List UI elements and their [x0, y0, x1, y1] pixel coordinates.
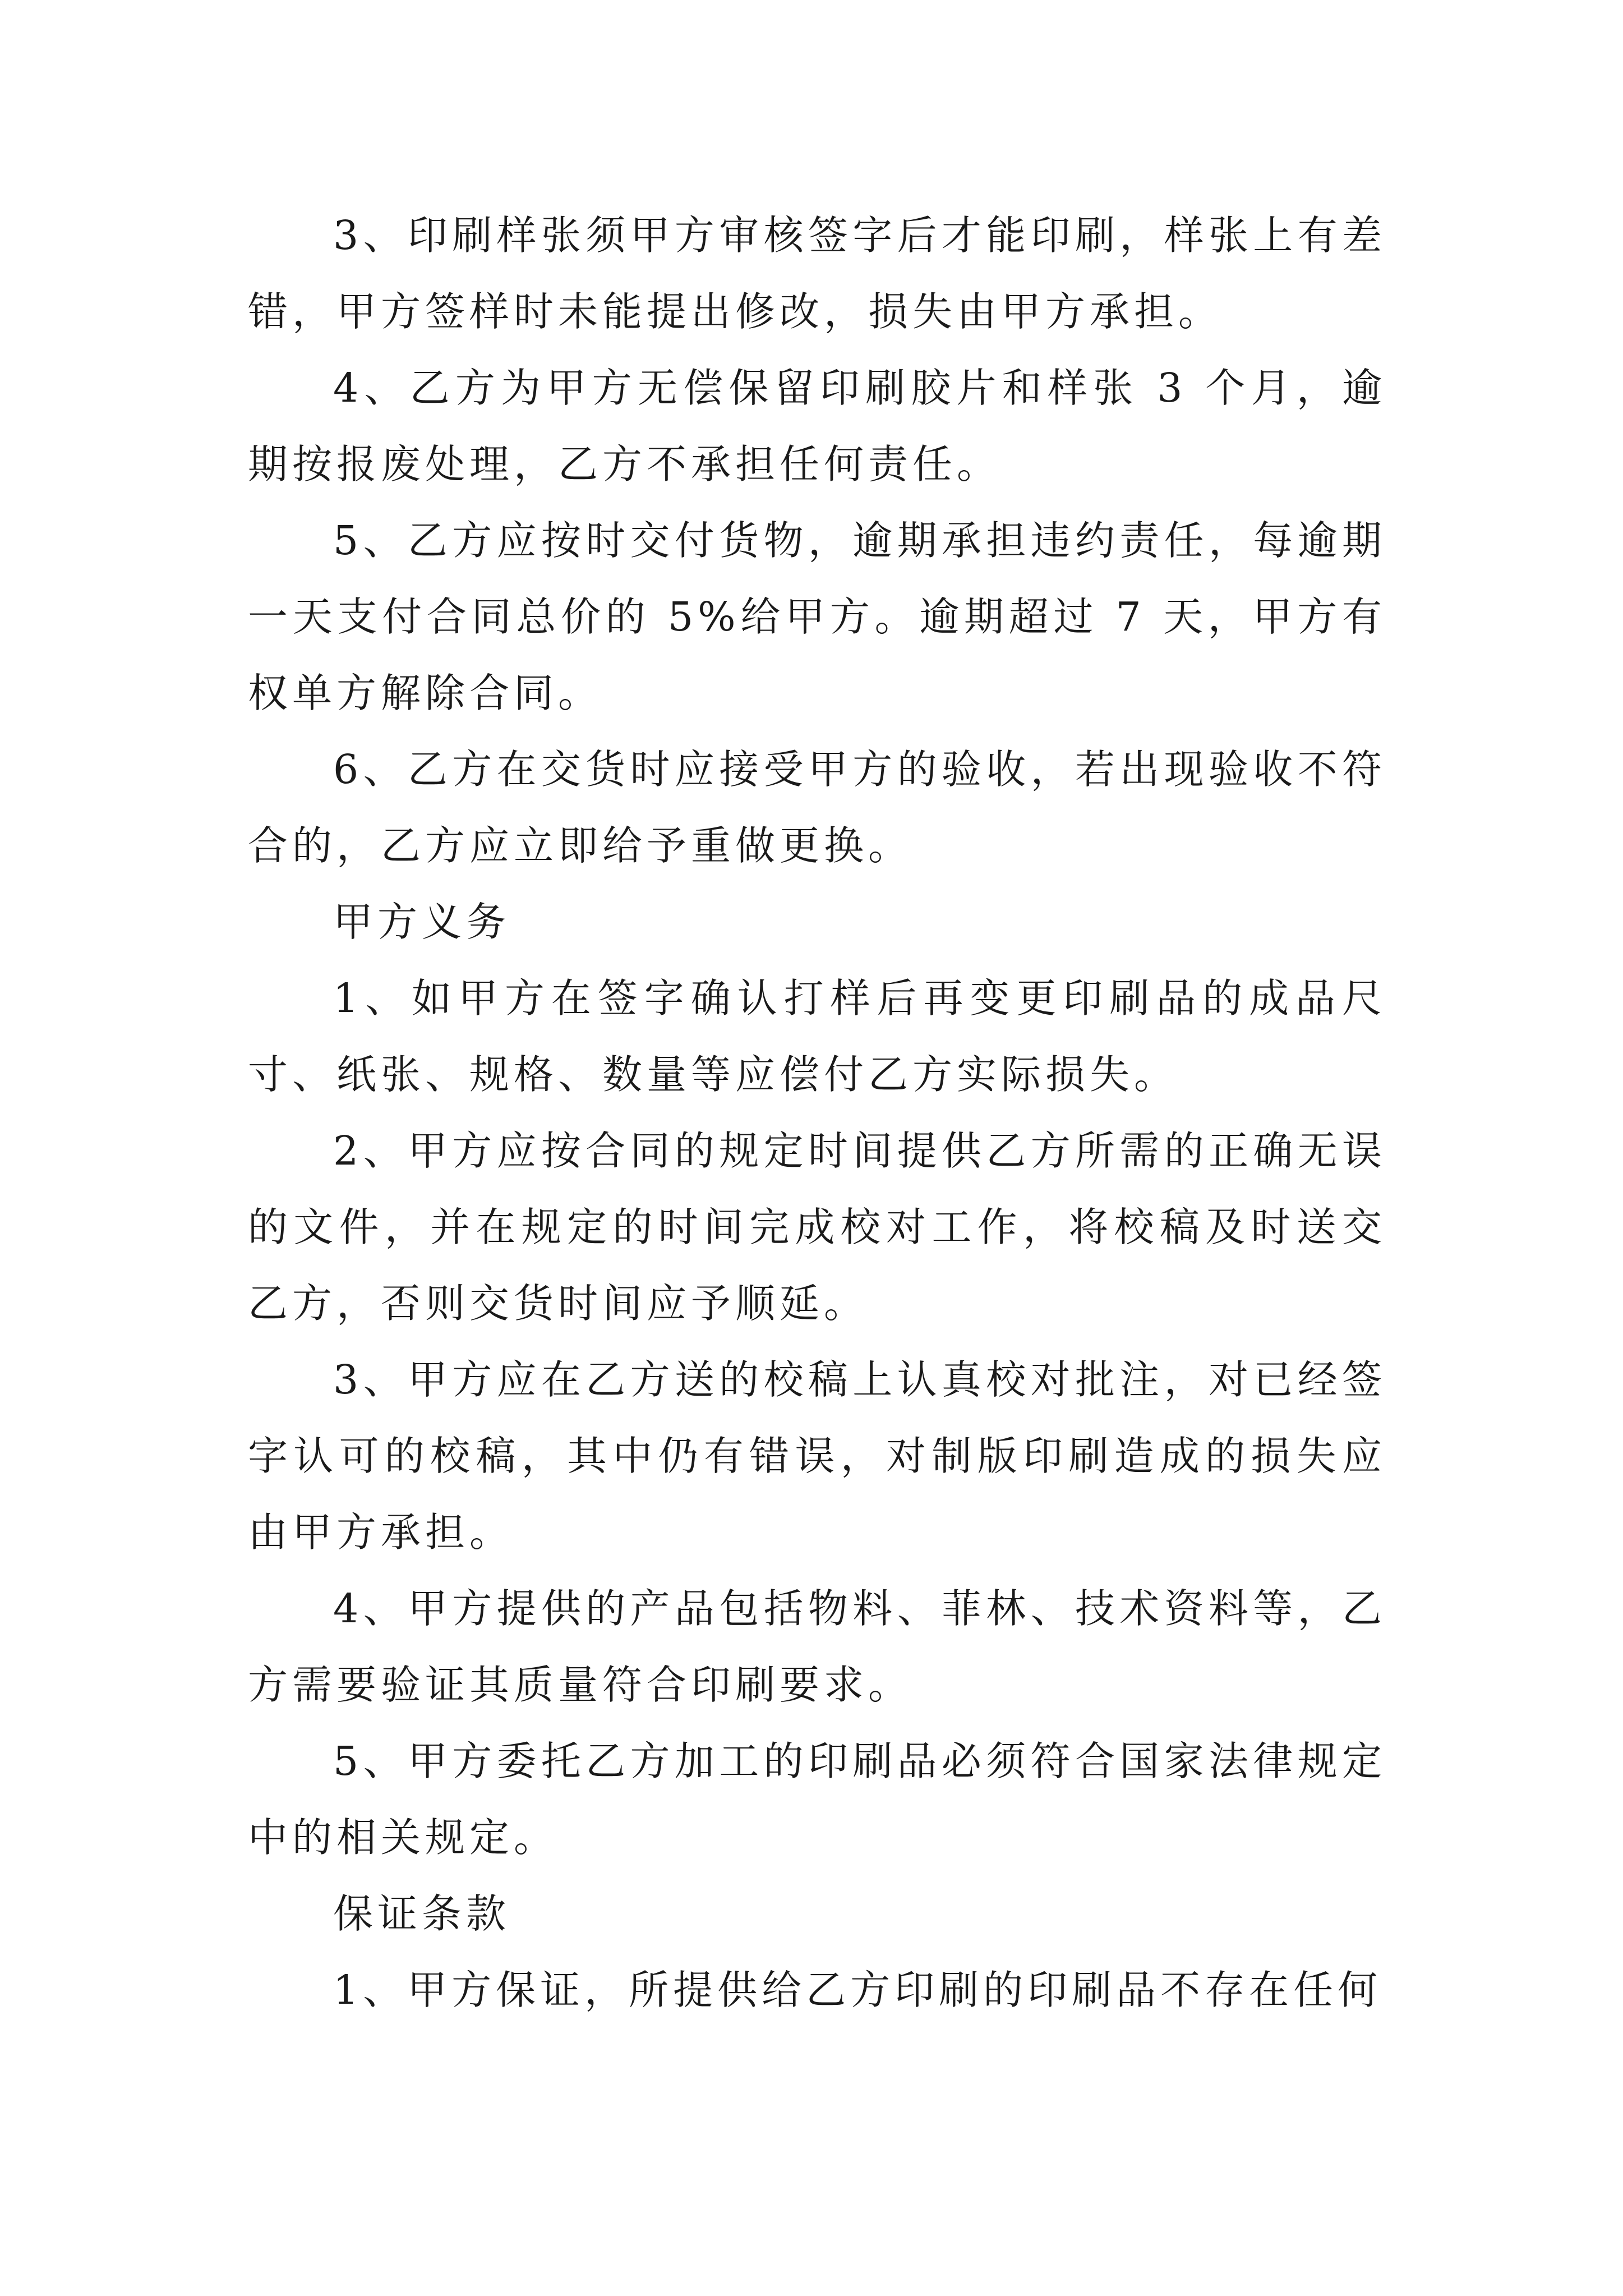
- paragraph-obligation-5: 5、甲方委托乙方加工的印刷品必须符合国家法律规定中的相关规定。: [248, 1738, 1386, 1861]
- section-heading-guarantee-clauses: 保证条款: [333, 1890, 511, 1937]
- paragraph-clause-4-film-retention: 4、乙方为甲方无偿保留印刷胶片和样张 3 个月，逾期按报废处理，乙方不承担任何责任。: [248, 365, 1386, 487]
- paragraph-clause-5-delivery: 5、乙方应按时交付货物，逾期承担违约责任，每逾期一天支付合同总价的 5%给甲方。逾期超过 7 天，甲方有权单方解除合同。: [248, 517, 1386, 716]
- section-heading-party-a-obligations: 甲方义务: [333, 899, 511, 945]
- paragraph-obligation-2: 2、甲方应按合同的规定时间提供乙方所需的正确无误的文件，并在规定的时间完成校对工作，将校稿及时送交乙方，否则交货时间应予顺延。: [248, 1128, 1386, 1327]
- paragraph-obligation-3: 3、甲方应在乙方送的校稿上认真校对批注，对已经签字认可的校稿，其中仍有错误，对制版印刷造成的损失应由甲方承担。: [248, 1356, 1386, 1556]
- paragraph-guarantee-1: 1、甲方保证，所提供给乙方印刷的印刷品不存在任何: [333, 1967, 1382, 2013]
- paragraph-obligation-4: 4、甲方提供的产品包括物料、菲林、技术资料等，乙方需要验证其质量符合印刷要求。: [248, 1585, 1386, 1708]
- document-body: [248, 197, 1386, 2028]
- paragraph-obligation-1: 1、如甲方在签字确认打样后再变更印刷品的成品尺寸、纸张、规格、数量等应偿付乙方实际损失。: [248, 975, 1386, 1098]
- paragraph-clause-3-sample-approval: 3、印刷样张须甲方审核签字后才能印刷，样张上有差错，甲方签样时未能提出修改，损失由甲方承担。: [248, 212, 1386, 335]
- paragraph-clause-6-acceptance: 6、乙方在交货时应接受甲方的验收，若出现验收不符合的，乙方应立即给予重做更换。: [248, 746, 1386, 869]
